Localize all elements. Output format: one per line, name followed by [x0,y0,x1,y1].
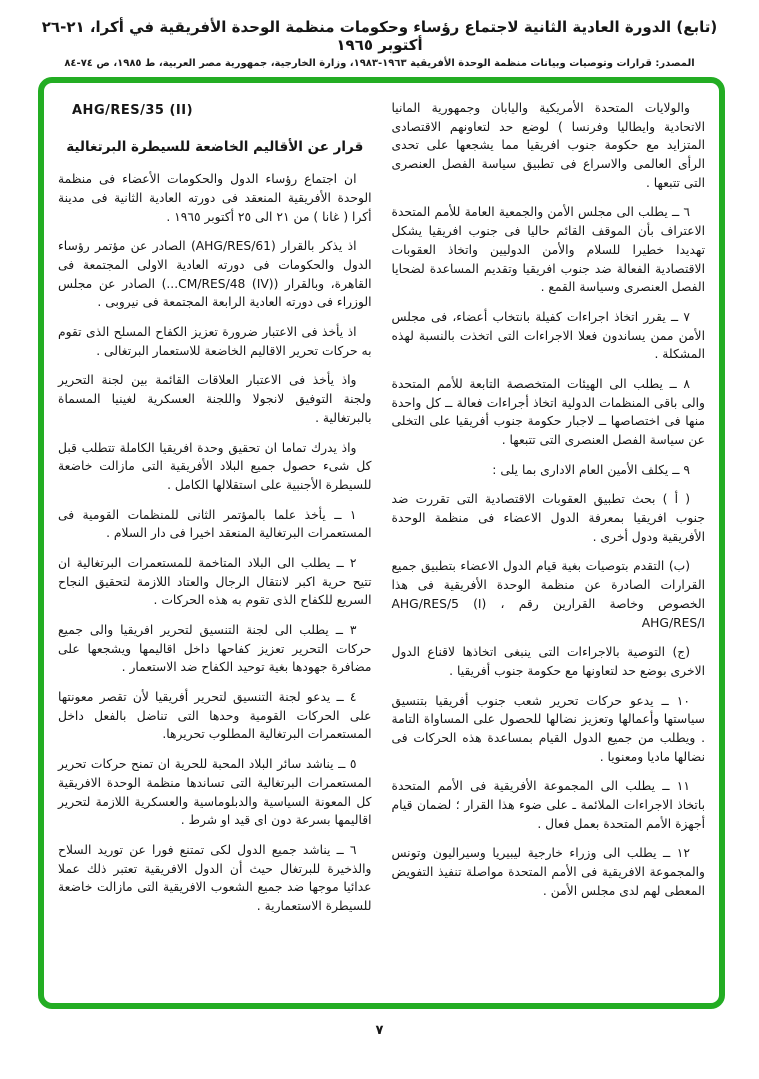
paragraph-item-10: ١٠ ــ يدعو حركات تحرير شعب جنوب أفريقيا بتنسيق سياستها وأعمالها وتعزيز نضالها للحصول على المساواة التامة . ويطلب من جميع الدول القيام بمساعدة هذه الحركات فى نضالها ماديا ومعنويا . [391,693,705,764]
paragraph-continuation: والولايات المتحدة الأمريكية واليابان وجمهورية المانيا الاتحادية وايطاليا وفرنسا ) لوضع حد لتعاونهم الاقتصادى المتزايد مع حكومة جنوب افريقيا مما يشجعها على تحدى الرأى العالمى والاسراع فى تطبيق سياسة الفصل العنصرى التى تتبعها . [391,101,705,190]
paragraph-item-9c: (ج) التوصية بالاجراءات التى ينبغى اتخاذها لاقناع الدول الاخرى بوضع حد لتعاونها مع حكومة جنوب أفريقيا . [391,645,705,678]
paragraph-item-7: ٧ ــ يقرر اتخاذ اجراءات كفيلة بانتخاب أعضاء، فى مجلس الأمن ممن يساندون فعلا الاجراءات التى اتخذت بالنسبة لهذه المشكلة . [391,309,705,362]
paragraph-preamble-5: واذ يدرك تماما ان تحقيق وحدة افريقيا الكاملة تتطلب قبل كل شىء حصول جميع البلاد الأفريقية التى مازالت خاضعة للسيطرة الأجنبية على استقلالها الكامل . [58,440,372,492]
paragraph-item-11: ١١ ــ يطلب الى المجموعة الأفريقية فى الأمم المتحدة باتخاذ الاجراءات الملائمة ـ على ضوء هذا القرار ؛ لضمان قيام أجهزة الأمم المتحدة بعمل فعال . [391,779,705,831]
paragraph-item-8: ٨ ــ يطلب الى الهيئات المتخصصة التابعة للأمم المتحدة والى باقى المنظمات الدولية اتخاذ أجراءات فعالة ــ كل واحدة منها فى اختصاصها ــ لاجبار حكومة جنوب أفريقيا على التخلى عن سياسة الفصل العنصرى التى تتبعها . [391,376,705,447]
paragraph-item-9: ٩ ــ يكلف الأمين العام الادارى بما يلى : [492,462,690,477]
paragraph-item-1: ١ ــ يأخذ علما بالمؤتمر الثانى للمنظمات القومية فى المستعمرات البرتغالية المنعقد اخيرا فى دار السلام . [58,507,372,541]
paragraph-item-9b: (ب) التقدم بتوصيات بغية قيام الدول الاعضاء بتطبيق جميع القرارات الصادرة عن منظمة الوحدة الأفريقية فى هذا الخصوص وخاصة القرارين رقم AHG/RES/5 (I) ، AHG/RES/I [391,559,705,630]
resolution-reference: AHG/RES/35 (II) [72,103,194,118]
page-number: ٧ [375,1023,384,1038]
paragraph-preamble-4: واذ يأخذ فى الاعتبار العلاقات القائمة بين لجنة التحرير ولجنة التوفيق لانجولا واللجنة العسكرية لغينيا المسماة بالبرتغالية . [58,373,372,425]
paragraph-item-4: ٤ ــ يدعو لجنة التنسيق لتحرير أفريقيا لأن تقصر معونتها على الحركات القومية وحدها التى تناضل بالفعل داخل المستعمرات البرتغالية المطلوب تحريرها. [58,690,372,742]
green-border-frame [38,77,725,1009]
paragraph-item-6b: ٦ ــ يناشد جميع الدول لكى تمتنع فورا عن توريد السلاح والذخيرة للبرتغال حيث أن الدول الافريقية تعتبر ذلك عملا عدائيا موجها ضد جميع الشعوب الافريقية التى مازالت خاضعة للسيطرة الاستعمارية . [58,842,372,913]
paragraph-item-5: ٥ ــ يناشد سائر البلاد المحبة للحرية ان تمنح حركات تحرير المستعمرات البرتغالية التى تساندها منظمة الوحدة الافريقية كل المعونة السياسية والدبلوماسية والعسكرية اللازمة لتحرير اقاليمها بسرعة دون اى قيد او شرط . [58,757,372,828]
paragraph-preamble-1: ان اجتماع رؤساء الدول والحكومات الأعضاء فى منظمة الوحدة الأفريقية المنعقد فى دورته العادية الثانية فى مدينة أكرا ( غانا ) من ٢١ الى ٢٥ أكتوبر ١٩٦٥ . [58,172,372,224]
paragraph-preamble-3: اذ يأخذ فى الاعتبار ضرورة تعزيز الكفاح المسلح الذى تقوم به حركات تحرير الاقاليم الخاضعة للاستعمار البرتغالى . [58,325,372,358]
paragraph-item-3: ٣ ــ يطلب الى لجنة التنسيق لتحرير افريقيا والى جميع حركات التحرير تعزيز كفاحها داخل اقاليمها ويشجعها على مضافرة جهودها بغية توحيد الكفاح ضد الاستعمار . [58,623,372,675]
paragraph-item-12: ١٢ ــ يطلب الى وزراء خارجية ليبيريا وسيراليون وتونس والمجموعة الافريقية فى الأمم المتحدة مواصلة تنفيذ التفويض المعطى لهم لدى مجلس الأمن . [391,846,705,898]
page-header [16,18,743,69]
column-left [58,99,372,993]
paragraph-item-2: ٢ ــ يطلب الى البلاد المتاخمة للمستعمرات البرتغالية ان تتيح حرية اكبر لانتقال الرجال والعتاد اللازمة لتحقيق النجاح السريع للكفاح الذى تقوم به هذه الحركات . [58,555,372,608]
column-right [392,99,706,993]
paragraph-item-9a: ( أ ) بحث تطبيق العقوبات الاقتصادية التى تقررت ضد جنوب افريقيا بمعرفة الدول الاعضاء فى منظمة الوحدة الأفريقية ودول أخرى . [391,492,705,544]
resolution-title: قرار عن الأقاليم الخاضعة للسيطرة البرتغالية [66,138,364,155]
paragraph-preamble-2: اذ يذكر بالقرار (AHG/RES/61) الصادر عن مؤتمر رؤساء الدول والحكومات فى دورته العادية الاولى المجتمعة فى القاهرة، وبالقرار (CM/RES/48 (IV)...) الصادر عن مجلس الوزراء فى دورته العادية الرابعة المجتمعة فى نيروبى . [58,239,372,310]
header-source-line: المصدر: قرارات وتوصيات وبيانات منظمة الوحدة الأفريقية ١٩٦٣-١٩٨٣، وزارة الخارجية، جمهورية مصر العربية، ط ١٩٨٥، ص ٧٤-٨٤ [64,58,695,69]
header-title: (تابع) الدورة العادية الثانية لاجتماع رؤساء وحكومات منظمة الوحدة الأفريقية في أكرا، ٢١-٢٦ أكتوبر ١٩٦٥ [41,18,718,54]
paragraph-item-6: ٦ ــ يطلب الى مجلس الأمن والجمعية العامة للأمم المتحدة الاعتراف بأن الموقف القائم حاليا فى جنوب افريقيا يشكل تهديدا خطيرا للسلام والأمن الدوليين واتخاذ العقوبات الاقتصادية الفعالة ضد جنوب افريقيا وتقديم المساعدة لضحايا الفصل العنصرى وسياسة القمع . [391,205,705,295]
